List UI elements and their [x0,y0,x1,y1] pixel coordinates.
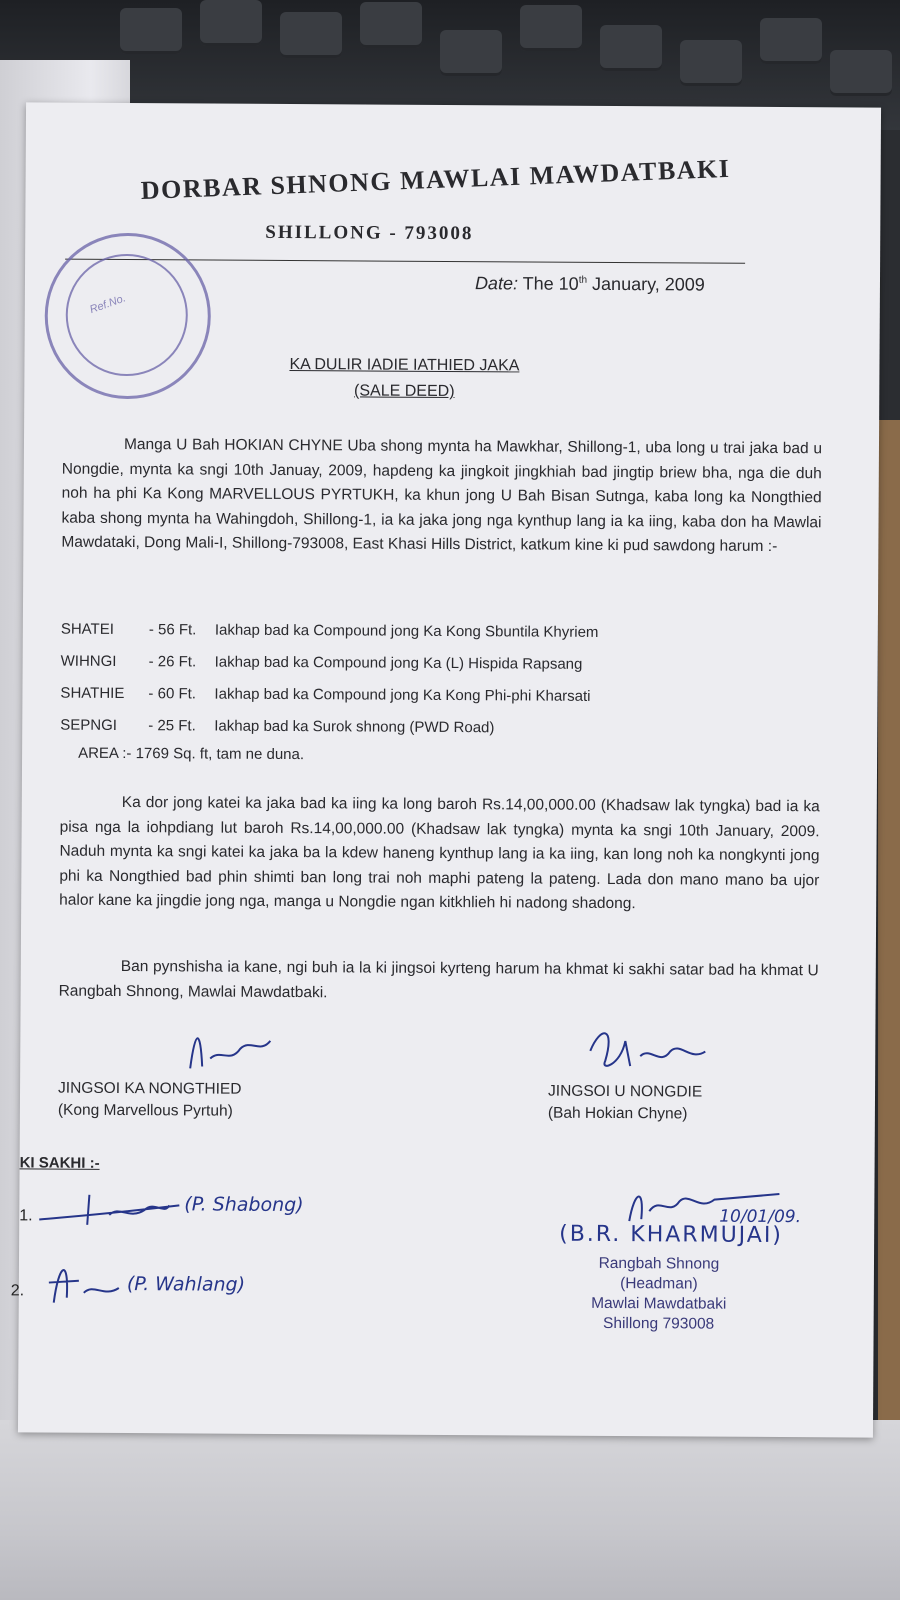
date-post: January, 2009 [587,273,705,295]
keyboard-key [280,12,342,58]
seller-signature-title: JINGSOI U NONGDIE [547,1082,703,1101]
deed-title: KA DULIR IADIE IATHIED JAKA [289,356,520,375]
keyboard-key [680,40,742,86]
buyer-signature-title: JINGSOI KA NONGTHIED [57,1079,242,1098]
buyer-name: (Kong Marvellous Pyrtuh) [57,1101,233,1120]
boundary-label: SHATHIE [60,684,125,703]
seller-name: (Bah Hokian Chyne) [547,1104,688,1123]
deed-paragraph-3: Ban pynshisha ia kane, ngi buh ia la ki jingsoi kyrteng harum ha khmat ki sakhi satar bad ha khmat U Rangbah Shnong, Mawlai Mawdatbaki. [58,957,819,1001]
keyboard-key [120,8,182,54]
deed-paragraph-2: Ka dor jong katei ka jaka bad ka iing ka long baroh Rs.14,00,000.00 (Khadsaw lak tyngka) bad ia ka pisa nga la iohpdiang lut baroh Rs.14,00,000.00 (Khadsaw lak tyngka) mynta ka sngi 10th January, 2009. Naduh mynta ka sngi katei ka jaka ba la kdew haneng kynthup lang ia ka iing, kan long noh ka nongkynti jong phi ka Nongthied bad phin shimti ban long trai noh maphi pateng la pateng. Lada don mano mano ba ujor halor kane ka jingdie jong nga, manga u Nongdie ngan kitkhlieh hi nadong shadong. [59,793,820,913]
boundary-length: - 25 Ft. [148,717,196,735]
document-subtitle: SHILLONG - 793008 [265,221,474,245]
headman-line: Mawlai Mawdatbaki [591,1294,727,1313]
keyboard-key [360,2,422,48]
headman-stamp [559,1254,759,1335]
witness-2-name: (P. Wahlang) [126,1273,246,1296]
boundary-label: WIHNGI [60,652,117,670]
headman-signature-date: 10/01/09. [719,1206,802,1228]
boundary-label: SHATEI [60,620,114,638]
boundary-length: - 56 Ft. [148,621,197,639]
deed-paragraph-1: Manga U Bah HOKIAN CHYNE Uba shong mynta ha Mawkhar, Shillong-1, uba long u trai jaka bad u Nongdie, mynta ka sngi 10th Januay, 2009, hapdeng ka jingkoit jingkhiah bad jingtip briew bha, nga die duh noh ha phi Ka Kong MARVELLOUS PYRTUKH, ka khun jong U Bah Bisan Sutnga, kaba long ka Nongthied kaba shong mynta ha Wahingdoh, Shillong-1, ia ka jaka jong nga kynthup lang ia ka iing, kaba don ha Mawlai Mawdataki, Dong Mali-I, Shillong-793008, East Khasi Hills District, katkum kine ki pud sawdong harum :- [61,436,823,555]
witness-1-name: (P. Shabong) [184,1193,304,1217]
witness-1-signature [29,1184,189,1235]
boundary-length: - 26 Ft. [148,653,197,671]
date-label: Date: [474,273,519,294]
boundary-row [61,653,583,673]
date-sup: th [578,274,588,286]
boundary-desc: Iakhap bad ka Compound jong Ka (L) Hispida Rapsang [214,653,583,673]
seller-signature [580,1021,720,1077]
headman-line: (Headman) [620,1275,698,1293]
boundary-desc: Iakhap bad ka Compound jong Ka Kong Phi-phi Kharsati [214,685,591,705]
headman-line: Rangbah Shnong [598,1254,720,1273]
witness-1-number: 1. [19,1207,33,1225]
date-pre: The 10 [522,273,579,294]
buyer-signature-block [58,1078,242,1123]
keyboard-key [440,30,502,76]
buyer-signature [170,1018,290,1079]
headman-line: Shillong 793008 [602,1314,715,1333]
boundary-desc: Iakhap bad ka Surok shnong (PWD Road) [214,717,495,737]
witness-2-signature [39,1253,129,1314]
paper-stack [0,1420,900,1600]
keyboard-key [200,0,262,46]
witnesses-heading: KI SAKHI :- [19,1154,100,1172]
document-date [475,273,705,295]
keyboard-key [760,18,822,64]
boundary-label: SEPNGI [60,716,118,734]
keyboard-key [830,50,892,96]
table-edge [878,420,900,1420]
boundary-row [60,717,494,737]
area-line: AREA :- 1769 Sq. ft, tam ne duna. [78,744,305,764]
boundary-row [61,621,599,641]
document-title: DORBAR SHNONG MAWLAI MAWDATBAKI [140,153,731,205]
seal-text: Ref.No. [88,292,128,317]
keyboard-key [520,5,582,51]
seller-signature-block [548,1081,702,1126]
sale-deed-document [10,102,881,1437]
boundary-row [60,685,590,705]
official-seal-stamp [44,233,211,400]
deed-subtitle: (SALE DEED) [354,382,455,401]
headman-name: (B.R. KHARMUJAI) [559,1221,784,1249]
boundary-length: - 60 Ft. [148,685,197,703]
boundary-desc: Iakhap bad ka Compound jong Ka Kong Sbuntila Khyriem [214,621,599,641]
keyboard-key [600,25,662,71]
witness-2-number: 2. [10,1282,25,1300]
